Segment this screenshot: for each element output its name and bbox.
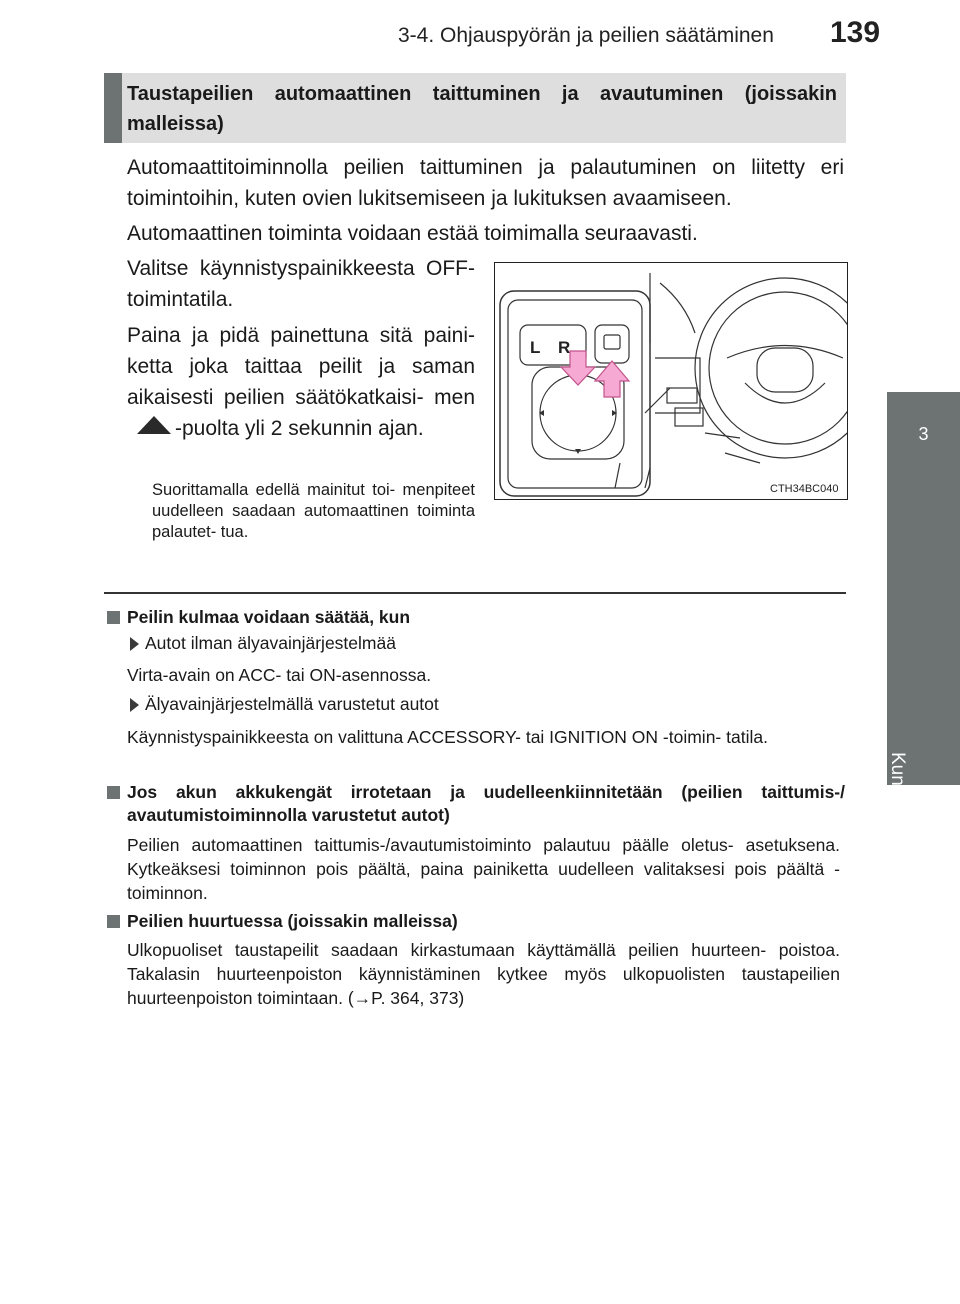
section-divider [104, 592, 846, 594]
note-1-item-1-text: Virta-avain on ACC- tai ON-asennossa. [127, 665, 432, 685]
note-1-title: Peilin kulmaa voidaan säätää, kun [127, 607, 411, 627]
note-3-text: Ulkopuoliset taustapeilit saadaan kirkastumaan käyttämällä peilien huurteen- poistoa. Takalasin huurteenpoiston käynnistäminen kytkee myös ulkopuolisten taustapeilien huurteenpoiston toimintaan. (→P. 364, 373) [127, 940, 840, 1008]
note-3-title: Peilien huurtuessa (joissakin malleissa) [127, 911, 458, 931]
page-number: 139 [830, 16, 881, 49]
note-2-text: Peilien automaattinen taittumis-/avautumistoiminto palautuu päälle oletus- asetuksena. Kytkeäksesi toiminnon pois päältä, paina painiketta uudelleen valitaksesi pois päältä -toiminnon. [127, 835, 840, 903]
step-1: Valitse käynnistyspainikkeesta OFF-toimintatila. [127, 257, 475, 311]
arrow-right-icon [130, 698, 139, 712]
running-header: 3-4. Ohjauspyörän ja peilien säätäminen [398, 24, 774, 47]
section-title: Taustapeilien automaattinen taittuminen ja avautuminen (joissakin malleissa) [127, 83, 837, 135]
arrow-right-icon [130, 637, 139, 651]
chapter-tab [887, 392, 960, 785]
step-2-text-before: Paina ja pidä painettuna sitä paini- ketta joka taittaa peilit ja saman aikaisesti peilien säätökatkaisi- men [127, 324, 475, 409]
switch-label-r: R [558, 338, 571, 357]
note-1-item-2-text: Käynnistyspainikkeesta on valittuna ACCESSORY- tai IGNITION ON -toimin- tatila. [127, 727, 768, 747]
chapter-title: Kunkin komponentin toiminta [887, 752, 908, 996]
triangle-up-icon [137, 416, 171, 434]
step-note: Suorittamalla edellä mainitut toi- menpiteet uudelleen saadaan automaattinen toiminta palautet- tua. [152, 481, 475, 541]
bullet-square-icon [107, 915, 120, 928]
mirror-switch-figure [494, 262, 848, 500]
section-header-bar [104, 73, 122, 143]
figure-code: CTH34BC040 [770, 483, 839, 495]
step-2 [127, 320, 475, 444]
bullet-square-icon [107, 786, 120, 799]
note-1-item-1-label: Autot ilman älyavainjärjestelmää [145, 633, 396, 653]
note-2-title: Jos akun akkukengät irrotetaan ja uudelleenkiinnitetään (peilien taittumis-/ avautumistoiminnolla varustetut autot) [127, 782, 845, 825]
mirror-switch-illustration-icon [495, 263, 847, 499]
chapter-number: 3 [918, 424, 929, 444]
switch-label-l: L [530, 338, 541, 357]
disable-paragraph: Automaattinen toiminta voidaan estää toimimalla seuraavasti. [127, 222, 698, 245]
note-1-item-2-label: Älyavainjärjestelmällä varustetut autot [145, 694, 439, 714]
intro-paragraph: Automaattitoiminnolla peilien taittuminen ja palautuminen on liitetty eri toimintoihin, kuten ovien lukitsemiseen ja lukituksen avaamiseen. [127, 156, 844, 210]
step-2-text-after: -puolta yli 2 sekunnin ajan. [175, 417, 424, 440]
bullet-square-icon [107, 611, 120, 624]
